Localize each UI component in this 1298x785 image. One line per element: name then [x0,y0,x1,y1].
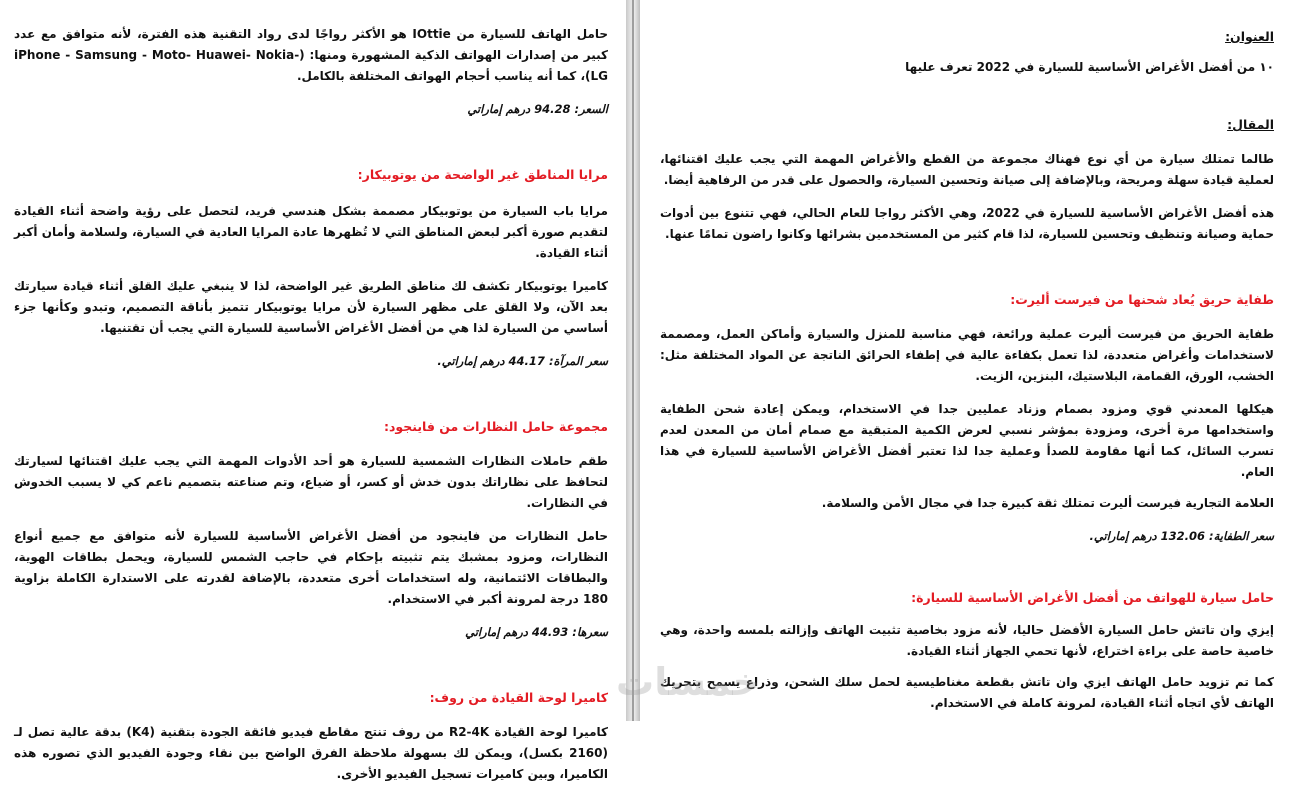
paragraph: هيكلها المعدني قوي ومزود بصمام وزناد عمليين جدا في الاستخدام، ويمكن إعادة شحن الطفاية واستخدامها مرة أخرى، ومزودة بمؤشر نسبي لعرض الكمية المتبقية مع صمام أمان من المعدن لعدم تسرب السائل، كما أنها مقاومة للصدأ وعملية جدا لذا تعتبر أفضل الأغراض الأساسية للسيارة في هذا العام. [660,402,1274,479]
paragraph: طفاية الحريق من فيرست أليرت عملية ورائعة، فهي مناسبة للمنزل والسيارة وأماكن العمل، ومصممة لاستخدامات وأغراض متعددة، لذا تعمل بكفاءة عالية في إطفاء الحرائق الناتجة عن المواد المختلفة مثل: الخشب، الورق، القمامة، البلاستيك، البنزين، الزيت. [660,327,1274,383]
paragraph: كما تم تزويد حامل الهاتف ايزي وان تاتش بقطعة مغناطيسية لحمل سلك الشحن، وذراع يسمح بتحريك الهاتف لأي اتجاه أثناء القيادة، لمرونة كاملة في الاستخدام. [660,675,1274,710]
price-line: سعر الطفاية: 132.06 درهم إماراتي. [1089,529,1274,543]
document-page-left [0,0,626,781]
section-heading: مجموعة حامل النظارات من فاينجود: [383,419,608,434]
article-title: ١٠ من أفضل الأغراض الأساسية للسيارة في 2022 تعرف عليها [905,60,1274,74]
paragraph: هذه أفضل الأغراض الأساسية للسيارة في 2022، وهي الأكثر رواجا للعام الحالي، فهي تتنوع بين أدوات حماية وصيانة وتنظيف وتحسين للسيارة، لذا قام كثير من المستخدمين بشرائها وكانوا راضون تمامًا عنها. [660,206,1275,241]
page-divider [632,0,634,721]
paragraph: طالما تمتلك سيارة من أي نوع فهناك مجموعة من القطع والأغراض المهمة التي يجب عليك اقتنائها، لعملية قيادة سهلة ومريحة، وبالإضافة إلى صيانة وتحسين السيارة، والحصول على قدر من الرفاهية أيضا. [660,152,1274,187]
paragraph: العلامة التجارية فيرست أليرت تمتلك ثقة كبيرة جدا في مجال الأمن والسلامة. [821,496,1274,510]
price-line: سعرها: 44.93 درهم إماراتي [465,625,608,639]
paragraph: حامل الهاتف للسيارة من IOttie هو الأكثر رواجًا لدى رواد التقنية هذه الفترة، لأنه متوافق مع عدد كبير من إصدارات الهواتف الذكية المشهورة ومنها: (iPhone - Samsung - Moto- Huawei- Nokia- LG)، كما أنه يناسب أحجام الهواتف المختلفة بالكامل. [14,27,608,83]
paragraph: طقم حاملات النظارات الشمسية للسيارة هو أحد الأدوات المهمة التي يجب عليك اقتنائها لسيارتك لتحافظ على نظاراتك بدون خدش أو كسر، أو ضياع، وتم صناعته بتصميم ناعم كي لا يسبب الخدوش في النظارات. [14,454,608,510]
section-heading: كاميرا لوحة القيادة من روف: [429,690,608,705]
price-line: سعر المرآة: 44.17 درهم إماراتي. [437,354,608,368]
paragraph: إيزي وان تاتش حامل السيارة الأفضل حاليا، لأنه مزود بخاصية تثبيت الهاتف وإزالته بلمسه واحدة، وهي خاصية حاصة على براءة اختراع، لأنها تحمي الجهاز أثناء القيادة. [660,623,1274,658]
paragraph: كاميرا يوتوبيكار تكشف لك مناطق الطريق غير الواضحة، لذا لا ينبغي عليك القلق أثناء قيادة سيارتك بعد الآن، ولا القلق على مظهر السيارة لأن مرايا يوتوبيكار تتميز بأناقة التصميم، وتبدو وكأنها جزء أساسي من السيارة لذا هي من أفضل الأغراض الأساسية للسيارة التي يجب أن تقتنيها. [14,279,608,335]
title-label: العنوان: [1225,29,1274,44]
section-heading: طفاية حريق يُعاد شحنها من فيرست أليرت: [1010,292,1274,307]
paragraph: حامل النظارات من فاينجود من أفضل الأغراض الأساسية للسيارة لأنه متوافق مع جميع أنواع النظارات، ومزود بمشبك يتم تثبيته بإحكام في حاجب الشمس للسيارة، ويحمل بطاقات الهوية، والبطاقات الائتمانية، وله استخدامات أخرى متعددة، بالإضافة لقدرته على الاستدارة الكاملة بزاوية 180 درجة لمرونة أكبر في الاستخدام. [14,529,608,606]
section-heading: مرايا المناطق غير الواضحة من يوتوبيكار: [357,167,608,182]
paragraph: كاميرا لوحة القيادة R2-4K من روف تنتج مقاطع فيديو فائقة الجودة بتقنية (K4) بدقة عالية تصل لـ (2160 بكسل)، ويمكن لك بسهولة ملاحظة الفرق الواضح بين نقاء وجودة الفيديو الذي تصوره هذه الكاميرا، وبين كاميرات تسجيل الفيديو الأخرى. [14,725,608,781]
price-line: السعر: 94.28 درهم إماراتي [467,102,608,116]
document-page-right [640,0,1298,721]
article-label: المقال: [1227,117,1274,132]
section-heading: حامل سيارة للهواتف من أفضل الأغراض الأساسية للسيارة: [911,590,1274,605]
watermark-logo: خمسات [616,660,760,704]
paragraph: مرايا باب السيارة من يوتوبيكار مصممة بشكل هندسي فريد، لتحصل على رؤية واضحة أثناء القيادة لتقديم صورة أكبر لبعض المناطق التي لا تُظهرها عادة المرايا العادية في السيارة، ولسلامة وأمان أكبر أثناء القيادة. [14,204,608,260]
